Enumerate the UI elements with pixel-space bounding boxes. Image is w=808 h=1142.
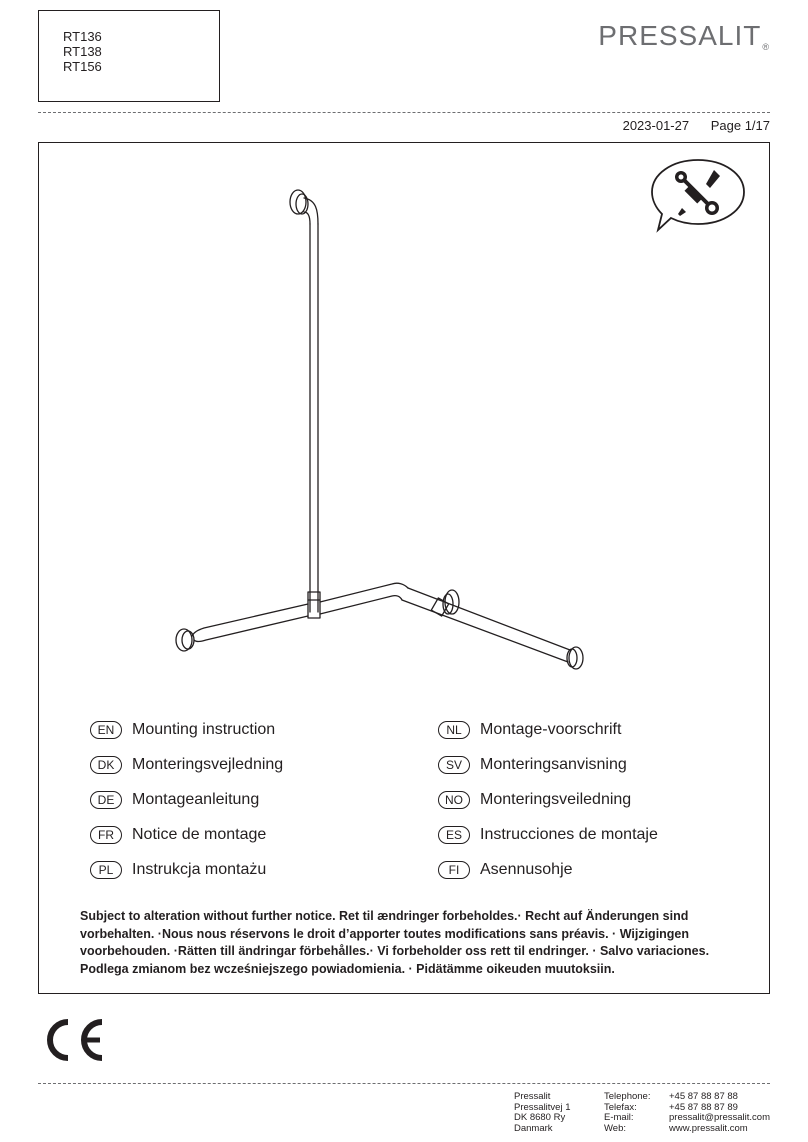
lang-row-fi bbox=[438, 861, 573, 879]
document-date: 2023-01-27 bbox=[622, 118, 690, 133]
wrench-screwdriver-icon bbox=[648, 156, 748, 236]
contact-label: E-mail: bbox=[604, 1112, 634, 1123]
bottom-divider bbox=[38, 1083, 770, 1084]
lang-code-badge: DE bbox=[90, 791, 122, 809]
address-line: Pressalitvej 1 bbox=[514, 1101, 571, 1113]
contact-label: Web: bbox=[604, 1122, 627, 1134]
date-page-line bbox=[623, 118, 770, 133]
lang-row-nl bbox=[438, 721, 621, 739]
footer-contact-values bbox=[669, 1092, 770, 1134]
lang-title: Instrucciones de montaje bbox=[480, 826, 658, 843]
telefax-value: +45 87 88 87 89 bbox=[669, 1101, 738, 1113]
lang-code-badge: EN bbox=[90, 721, 122, 739]
footer-contact-labels bbox=[604, 1092, 650, 1134]
notice-line: Podlega zmianom bez wcześniejszego powiadomienia. · Pidätämme oikeuden muutoksiin. bbox=[80, 961, 615, 976]
lang-title: Asennusohje bbox=[480, 861, 573, 878]
notice-line: Subject to alteration without further notice. Ret til ændringer forbeholdes.· Recht auf Änderungen sind bbox=[80, 909, 689, 923]
lang-row-en bbox=[90, 721, 275, 739]
model-rt156: RT156 bbox=[63, 59, 102, 74]
contact-label: Telephone: bbox=[604, 1091, 651, 1102]
telephone-value: +45 87 88 87 88 bbox=[669, 1091, 738, 1102]
lang-title: Instrukcja montażu bbox=[132, 861, 267, 878]
email-link[interactable]: pressalit@pressalit.com bbox=[669, 1112, 770, 1123]
lang-code-badge: NL bbox=[438, 721, 470, 739]
lang-code-badge: FI bbox=[438, 861, 470, 879]
footer-address bbox=[514, 1092, 571, 1134]
lang-row-no bbox=[438, 791, 631, 809]
web-link[interactable]: www.pressalit.com bbox=[669, 1122, 748, 1134]
brand-logo bbox=[598, 20, 770, 52]
lang-title: Notice de montage bbox=[132, 826, 267, 843]
lang-row-fr bbox=[90, 826, 266, 844]
lang-row-dk bbox=[90, 756, 283, 774]
top-divider bbox=[38, 112, 770, 113]
notice-line: vorbehalten. ·Nous nous réservons le droit d’apporter toutes modifications sans préavis. · Wijzigingen bbox=[80, 926, 690, 941]
address-line: DK 8680 Ry bbox=[514, 1112, 566, 1123]
lang-row-pl bbox=[90, 861, 266, 879]
model-rt138: RT138 bbox=[63, 44, 102, 59]
lang-title: Monteringsveiledning bbox=[480, 791, 632, 808]
lang-code-badge: FR bbox=[90, 826, 122, 844]
grab-bar-illustration bbox=[170, 180, 600, 680]
lang-code-badge: ES bbox=[438, 826, 470, 844]
lang-code-badge: SV bbox=[438, 756, 470, 774]
contact-label: Telefax: bbox=[604, 1101, 637, 1113]
address-line: Danmark bbox=[514, 1122, 553, 1134]
lang-row-es bbox=[438, 826, 658, 844]
lang-title: Monteringsanvisning bbox=[480, 756, 627, 773]
lang-row-sv bbox=[438, 756, 627, 774]
lang-code-badge: PL bbox=[90, 861, 122, 879]
lang-code-badge: DK bbox=[90, 756, 122, 774]
lang-code-badge: NO bbox=[438, 791, 470, 809]
model-number-box bbox=[38, 10, 220, 102]
alteration-notice bbox=[80, 908, 740, 978]
lang-title: Montageanleitung bbox=[132, 791, 260, 808]
brand-name: PRESSALIT bbox=[598, 20, 762, 51]
lang-row-de bbox=[90, 791, 259, 809]
lang-title: Monteringsvejledning bbox=[132, 756, 284, 773]
notice-line: voorbehouden. ·Rätten till ändringar förbehålles.· Vi forbeholder oss rett til endringer. · Salvo variaciones. bbox=[80, 944, 710, 958]
address-line: Pressalit bbox=[514, 1091, 551, 1102]
page-number: Page 1/17 bbox=[710, 118, 770, 133]
brand-registered-mark: ® bbox=[762, 42, 770, 52]
lang-title: Mounting instruction bbox=[132, 721, 276, 738]
ce-mark-icon bbox=[38, 1018, 108, 1062]
model-rt136: RT136 bbox=[63, 29, 102, 44]
lang-title: Montage-voorschrift bbox=[480, 721, 622, 738]
